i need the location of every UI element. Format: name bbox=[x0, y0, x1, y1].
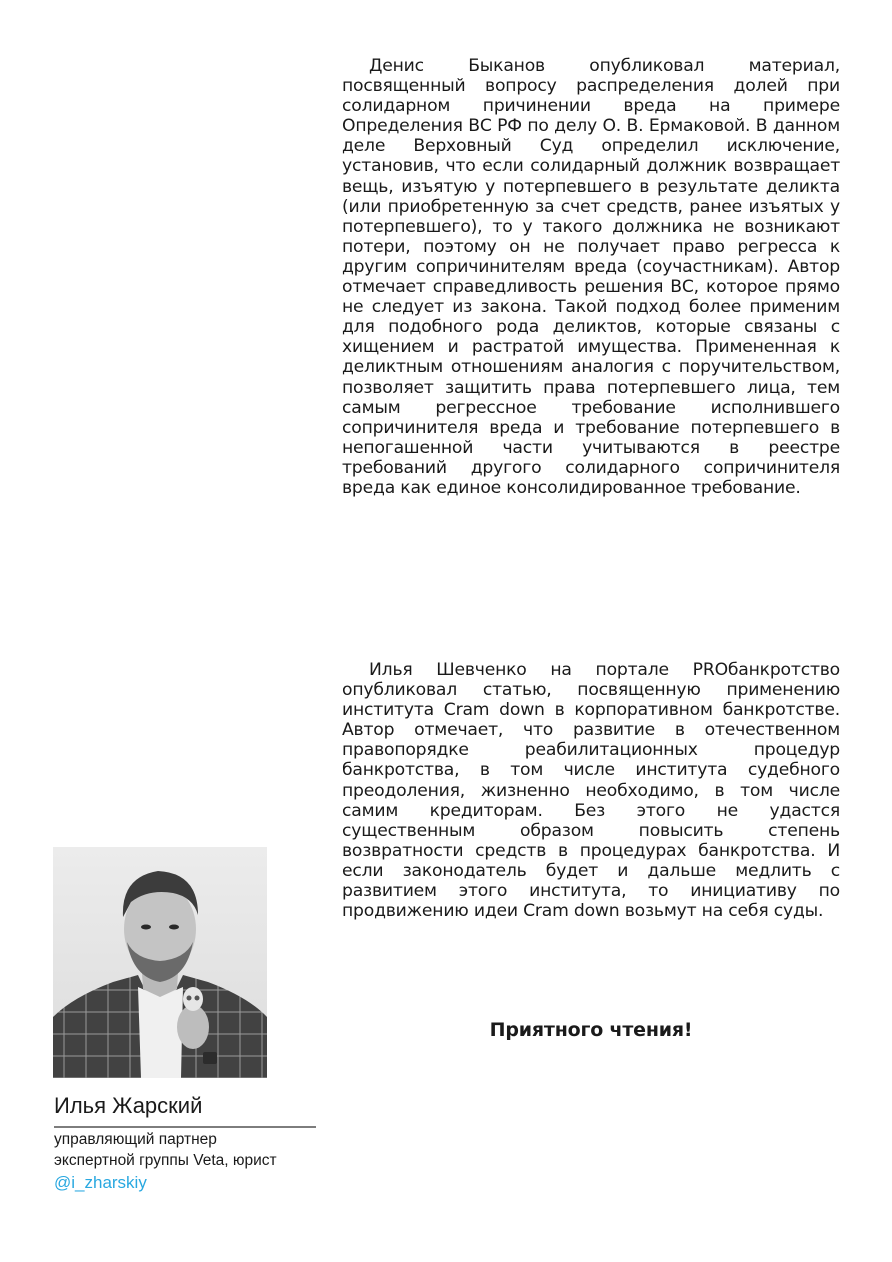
closing-line: Приятного чтения! bbox=[489, 1019, 693, 1041]
author-role-line-2: экспертной группы Veta, юрист bbox=[54, 1152, 277, 1169]
author-role-line-1: управляющий партнер bbox=[54, 1131, 217, 1148]
portrait-photo-icon bbox=[53, 847, 267, 1078]
author-name: Илья Жарский bbox=[54, 1093, 203, 1118]
author-role bbox=[54, 1129, 277, 1171]
author-photo bbox=[53, 847, 267, 1078]
article-paragraph-1: Денис Быканов опубликовал материал, посвященный вопросу распределения долей при солидарном причинении вреда на примере Определения ВС РФ по делу О. В. Ермаковой. В данном деле Верховный Суд определил исключение, установив, что если солидарный должник возвращает вещь, изъятую у потерпевшего в результате деликта (или приобретенную за счет средств, ранее изъятых у потерпевшего), то у такого должника не возникают потери, поэтому он не получает право регресса к другим сопричинителям вреда (соучастникам). Автор отмечает справедливость решения ВС, которое прямо не следует из закона. Такой подход более применим для подобного рода деликтов, которые связаны с хищением и растратой имущества. Примененная к деликтным отношениям аналогия с поручительством, позволяет защитить права потерпевшего лица, тем самым регрессное требование исполнившего сопричинителя вреда и требование потерпевшего в непогашенной части учитываются в реестре требований другого солидарного сопричинителя вреда как единое консолидированное требование. bbox=[342, 56, 840, 498]
name-divider bbox=[54, 1126, 316, 1128]
article-paragraph-2: Илья Шевченко на портале PROбанкротство опубликовал статью, посвященную применению института Cram down в корпоративном банкротстве. Автор отмечает, что развитие в отечественном правопорядке реабилитационных процедур банкротства, в том числе института судебного преодоления, жизненно необходимо, в том числе самим кредиторам. Без этого не удастся существенным образом повысить степень возвратности средств в процедурах банкротства. И если законодатель будет и дальше медлить с развитием этого института, то инициативу по продвижению идеи Cram down возьмут на себя суды. bbox=[342, 660, 840, 922]
author-social-handle[interactable]: @i_zharskiy bbox=[54, 1173, 147, 1192]
